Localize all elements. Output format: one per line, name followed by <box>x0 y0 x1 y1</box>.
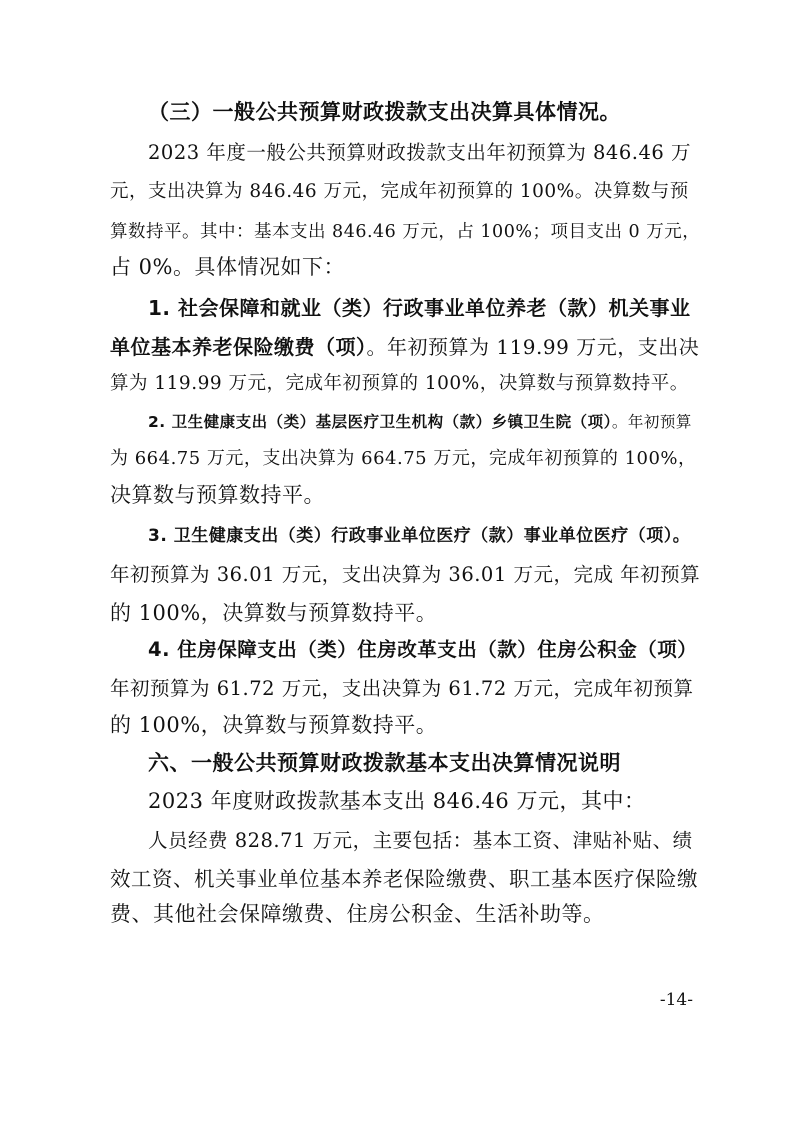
personnel-line-1: 人员经费 828.71 万元，主要包括：基本工资、津贴补贴、绩 <box>148 829 693 852</box>
section6-line-1: 2023 年度财政拨款基本支出 846.46 万元，其中： <box>148 789 646 813</box>
item4-title: 4. 住房保障支出（类）住房改革支出（款）住房公积金（项） <box>148 638 698 661</box>
item2-text-line-2: 为 664.75 万元，支出决算为 664.75 万元，完成年初预算的 100%， <box>110 448 697 469</box>
page-number: -14- <box>659 990 693 1010</box>
item4-text-line-2: 年初预算为 61.72 万元，支出决算为 61.72 万元，完成年初预算 <box>110 677 694 700</box>
item2-text-line-1: 。年初预算 <box>611 413 692 431</box>
section-heading-3: （三）一般公共预算财政拨款支出决算具体情况。 <box>148 100 621 124</box>
item1-title-line-2: 单位基本养老保险缴费（项） <box>110 335 367 359</box>
intro-line-4: 占 0%。具体情况如下： <box>110 255 345 279</box>
item2-text-line-3: 决算数与预算数持平。 <box>110 483 325 507</box>
section-heading-6: 六、一般公共预算财政拨款基本支出决算情况说明 <box>148 751 621 775</box>
item1-text-line-3: 算为 119.99 万元，完成年初预算的 100%，决算数与预算数持平。 <box>110 373 689 394</box>
item4-text-line-3: 的 100%，决算数与预算数持平。 <box>110 713 438 737</box>
personnel-line-3: 费、其他社会保障缴费、住房公积金、生活补助等。 <box>110 902 605 926</box>
item2-line-1 <box>148 404 700 440</box>
item3-text-line-3: 的 100%，决算数与预算数持平。 <box>110 601 438 625</box>
item3-title: 3. 卫生健康支出（类）行政事业单位医疗（款）事业单位医疗（项）。 <box>148 526 691 546</box>
item1-line-2 <box>110 329 700 365</box>
intro-line-3: 算数持平。其中：基本支出 846.46 万元，占 100%；项目支出 0 万元， <box>110 222 700 242</box>
item1-title-line-1: 1. 社会保障和就业（类）行政事业单位养老（款）机关事业 <box>148 296 691 320</box>
item3-text-line-2: 年初预算为 36.01 万元，支出决算为 36.01 万元，完成 年初预算 <box>110 563 700 586</box>
item1-text-line-2: 。年初预算为 119.99 万元，支出决 <box>366 335 700 359</box>
item2-title: 2. 卫生健康支出（类）基层医疗卫生机构（款）乡镇卫生院（项） <box>148 413 612 431</box>
intro-line-2: 元，支出决算为 846.46 万元，完成年初预算的 100%。决算数与预 <box>110 181 689 202</box>
intro-line-1: 2023 年度一般公共预算财政拨款支出年初预算为 846.46 万 <box>148 141 691 164</box>
personnel-line-2: 效工资、机关事业单位基本养老保险缴费、职工基本医疗保险缴 <box>110 867 698 891</box>
